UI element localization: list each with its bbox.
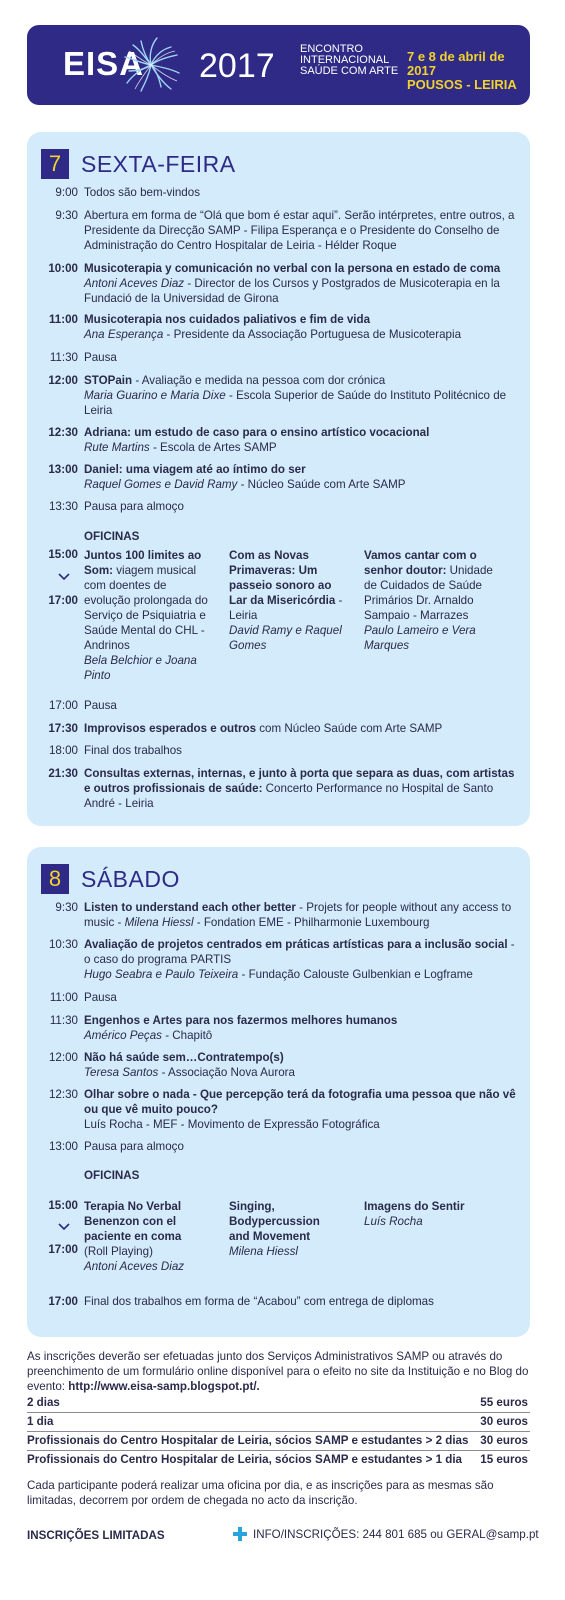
item-affiliation: Luís Rocha - MEF - Movimento de Expressão Fotográfica	[84, 1118, 380, 1131]
item-desc: Todos são bem-vindos	[84, 186, 200, 199]
item-title: Musicoterapia y comunicación no verbal con la persona en estado de coma	[84, 262, 501, 275]
item-speaker: Hugo Seabra e Paulo Teixeira	[84, 968, 239, 981]
price-row	[27, 1452, 530, 1470]
workshop-people: Bela Belchior e Joana Pinto	[84, 654, 197, 682]
registration-info	[27, 1349, 532, 1394]
item-time: 13:30	[48, 500, 78, 513]
item-time: 9:30	[55, 209, 78, 222]
workshop-title: Singing, Bodypercussion and Movement	[229, 1200, 320, 1243]
event-date-line: 7 e 8 de abril de 2017	[407, 49, 505, 78]
item-time: 12:00	[48, 374, 78, 387]
item-title: Engenhos e Artes para nos fazermos melhores humanos	[84, 1014, 398, 1027]
item-time: 9:30	[55, 901, 78, 914]
workshop-title: Com as Novas Primaveras: Um passeio sonoro ao Lar da Misericórdia	[229, 549, 336, 607]
day-number: 7	[41, 149, 69, 179]
event-date	[407, 50, 530, 92]
item-affiliation: - Associação Nova Aurora	[158, 1066, 295, 1079]
item-desc: Pausa	[84, 991, 117, 1004]
workshops-end-time: 17:00	[48, 594, 78, 607]
item-affiliation: - Núcleo Saúde com Arte SAMP	[237, 478, 406, 491]
day-panel-friday	[27, 132, 530, 826]
price-label: Profissionais do Centro Hospitalar de Leiria, sócios SAMP e estudantes > 2 dias	[27, 1434, 469, 1447]
workshop-title: Terapia No Verbal Benenzon con el paciente en coma	[84, 1200, 182, 1243]
item-subtitle: com Núcleo Saúde com Arte SAMP	[256, 722, 443, 735]
item-time: 11:30	[49, 1014, 78, 1027]
item-subtitle: - o caso do programa PARTIS	[84, 938, 515, 966]
item-speaker: Raquel Gomes e David Ramy	[84, 478, 238, 491]
item-time: 17:00	[48, 699, 78, 712]
item-desc	[84, 1087, 524, 1132]
event-banner	[27, 25, 530, 105]
item-affiliation: - Escola Superior de Saúde do Instituto Politécnico de Leiria	[84, 389, 507, 417]
item-desc	[84, 937, 524, 982]
item-desc	[84, 373, 524, 418]
event-name-line: SAÚDE COM ARTE	[300, 65, 399, 77]
workshop-people: Luís Rocha	[364, 1215, 423, 1228]
workshop-people: Paulo Lameiro e Vera Marques	[364, 624, 476, 652]
day-name: SÁBADO	[81, 865, 180, 892]
workshops-start-time: 15:00	[48, 1199, 78, 1212]
event-year: 2017	[199, 47, 275, 85]
price-value: 30 euros	[480, 1434, 528, 1447]
contact-info	[233, 1527, 539, 1541]
item-desc	[84, 425, 524, 455]
item-speaker: Ana Esperança	[84, 328, 164, 341]
workshop-card	[84, 1199, 209, 1274]
workshop-desc: (Roll Playing)	[84, 1245, 153, 1258]
price-value: 30 euros	[480, 1415, 528, 1428]
item-time: 17:30	[48, 722, 78, 735]
workshop-card	[84, 548, 209, 683]
workshop-people: David Ramy e Raquel Gomes	[229, 624, 342, 652]
workshop-card	[229, 548, 351, 653]
chevron-down-icon	[58, 1223, 70, 1231]
item-affiliation: - Chapitô	[161, 1029, 213, 1042]
item-time: 21:30	[48, 767, 78, 780]
item-desc: Pausa para almoço	[84, 1140, 184, 1153]
item-desc	[84, 900, 524, 930]
price-label: 1 dia	[27, 1415, 54, 1428]
item-desc	[84, 312, 524, 342]
item-affiliation: - Director de los Cursos y Postgrados de Musicoterapia en la Fundació de la Universidad de Girona	[84, 277, 500, 305]
item-desc: Abertura em forma de “Olá que bom é estar aqui”. Serão intérpretes, entre outros, a Presidente da Direcção SAMP - Filipa Esperança e o Presidente do Conselho de Administração do Centro Hospitalar de Leiria - Hélder Roque	[84, 209, 515, 252]
item-time: 12:30	[48, 426, 78, 439]
workshops-start-time: 15:00	[48, 548, 78, 561]
item-title: Adriana: um estudo de caso para o ensino artístico vocacional	[84, 426, 430, 439]
item-subtitle: Concerto Performance no Hospital de Santo André - Leiria	[84, 782, 494, 810]
workshop-note: Cada participante poderá realizar uma oficina por dia, e as inscrições para as mesmas são limitadas, decorrem por ordem de chegada no acto da inscrição.	[27, 1479, 494, 1507]
item-title: Improvisos esperados e outros	[84, 722, 257, 735]
item-time: 10:30	[48, 938, 78, 951]
contact-text[interactable]: INFO/INSCRIÇÕES: 244 801 685 ou GERAL@samp.pt	[253, 1527, 539, 1541]
workshop-title: Imagens do Sentir	[364, 1200, 465, 1213]
blog-link[interactable]: http://www.eisa-samp.blogspot.pt/.	[68, 1380, 260, 1393]
eisa-logo: EISA	[63, 45, 145, 82]
event-location: POUSOS - LEIRIA	[407, 77, 517, 92]
workshops-end-time: 17:00	[48, 1243, 78, 1256]
item-desc: Final dos trabalhos em forma de “Acabou” com entrega de diplomas	[84, 1295, 434, 1308]
price-label: Profissionais do Centro Hospitalar de Leiria, sócios SAMP e estudantes > 1 dia	[27, 1453, 462, 1466]
item-time: 18:00	[48, 744, 78, 757]
workshop-card	[364, 1199, 494, 1229]
price-row	[27, 1395, 530, 1413]
day-panel-saturday	[27, 847, 530, 1337]
item-time: 12:30	[48, 1088, 78, 1101]
event-name	[300, 44, 398, 77]
item-subtitle: - Projets for people without any access to music -	[84, 901, 512, 929]
workshops-label: OFICINAS	[84, 530, 140, 543]
day-heading	[41, 864, 180, 894]
item-time: 17:00	[48, 1295, 78, 1308]
starburst-logo-icon	[119, 33, 183, 97]
item-time: 9:00	[55, 186, 78, 199]
price-value: 15 euros	[480, 1453, 528, 1466]
item-affiliation: - Fondation EME - Philharmonie Luxembourg	[193, 916, 430, 929]
item-time: 11:30	[49, 351, 78, 364]
item-time: 11:00	[49, 991, 78, 1004]
item-desc: Pausa	[84, 351, 117, 364]
item-desc	[84, 1013, 524, 1043]
workshop-title: Juntos 100 limites ao Som:	[84, 549, 202, 577]
item-desc	[84, 721, 524, 736]
item-affiliation: - Presidente da Associação Portuguesa de Musicoterapia	[163, 328, 462, 341]
price-label: 2 dias	[27, 1396, 60, 1409]
item-title: Olhar sobre o nada - Que percepção terá da fotografia uma pessoa que não vê ou que vê muito pouco?	[84, 1088, 516, 1116]
item-time: 13:00	[48, 463, 78, 476]
item-speaker: Milena Hiessl	[124, 916, 194, 929]
item-title: Daniel: uma viagem até ao íntimo do ser	[84, 463, 306, 476]
item-affiliation: - Escola de Artes SAMP	[149, 441, 277, 454]
item-speaker: Maria Guarino e Maria Dixe	[84, 389, 226, 402]
workshop-card	[229, 1199, 334, 1259]
item-time: 12:00	[48, 1051, 78, 1064]
item-title: Musicoterapia nos cuidados paliativos e fim de vida	[84, 313, 371, 326]
registration-text: As inscrições deverão ser efetuadas junto dos Serviços Administrativos SAMP ou através do preenchimento de um formulário online disponível para o efeito no site da Instituição e no Blog do evento:	[27, 1350, 529, 1393]
item-title: Avaliação de projetos centrados em práticas artísticas para a inclusão social	[84, 938, 508, 951]
price-value: 55 euros	[480, 1396, 528, 1409]
item-subtitle: - Avaliação e medida na pessoa com dor crónica	[132, 374, 386, 387]
item-time: 13:00	[48, 1140, 78, 1153]
workshop-title: Vamos cantar com o senhor doutor:	[364, 549, 477, 577]
limited-registrations: INSCRIÇÕES LIMITADAS	[27, 1529, 165, 1542]
workshop-desc: Unidade de Cuidados de Saúde Primários Dr. Arnaldo Sampaio - Marrazes	[364, 564, 493, 622]
item-speaker: Teresa Santos	[84, 1066, 159, 1079]
item-desc: Pausa	[84, 699, 117, 712]
item-title: Listen to understand each other better	[84, 901, 296, 914]
day-heading	[41, 149, 236, 179]
item-desc	[84, 462, 524, 492]
workshop-people: Milena Hiessl	[229, 1245, 298, 1258]
item-affiliation: - Fundação Calouste Gulbenkian e Logframe	[238, 968, 473, 981]
day-name: SEXTA-FEIRA	[81, 150, 236, 177]
workshop-card	[364, 548, 494, 653]
item-speaker: Rute Martins	[84, 441, 150, 454]
item-desc	[84, 766, 524, 811]
workshop-people: Antoni Aceves Diaz	[84, 1260, 185, 1273]
item-title: STOPain	[84, 374, 133, 387]
workshop-desc: viagem musical com doentes de evolução prolongada do Serviço de Psiquiatria e Saúde Mental do CHL - Andrinos	[84, 564, 208, 652]
item-speaker: Antoni Aceves Diaz	[84, 277, 185, 290]
workshops-label: OFICINAS	[84, 1169, 140, 1182]
item-desc	[84, 1050, 524, 1080]
day-number: 8	[41, 864, 69, 894]
price-row	[27, 1414, 530, 1432]
item-desc: Pausa para almoço	[84, 500, 184, 513]
price-row	[27, 1433, 530, 1451]
item-time: 10:00	[48, 262, 78, 275]
event-name-line: INTERNACIONAL	[300, 54, 390, 66]
chevron-down-icon	[58, 573, 70, 581]
workshop-desc: - Leiria	[229, 594, 343, 622]
item-desc	[84, 261, 524, 306]
item-title: Consultas externas, internas, e junto à porta que separa as duas, com artistas e outros profissionais de saúde:	[84, 767, 515, 795]
item-time: 11:00	[48, 313, 78, 326]
item-speaker: Américo Peças	[84, 1029, 162, 1042]
medical-cross-icon	[233, 1527, 247, 1541]
item-title: Não há saúde sem…Contratempo(s)	[84, 1051, 284, 1064]
item-desc: Final dos trabalhos	[84, 744, 182, 757]
event-name-line: ENCONTRO	[300, 43, 363, 55]
